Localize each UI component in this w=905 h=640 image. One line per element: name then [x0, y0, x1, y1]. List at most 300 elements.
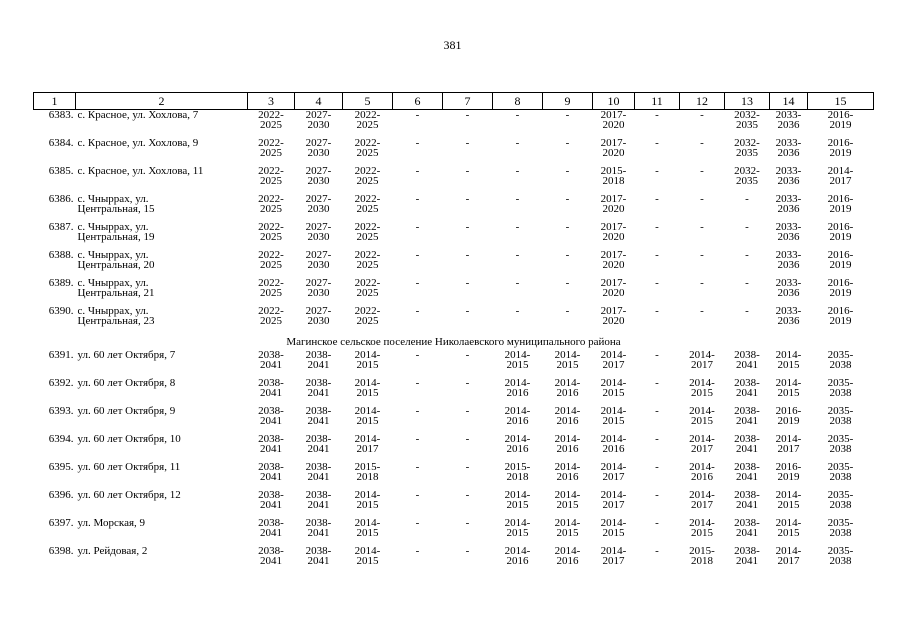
period-line: 2019	[829, 147, 852, 159]
period-line: -	[565, 221, 570, 233]
period-line: 2038-	[305, 517, 332, 529]
period-line: 2036	[777, 203, 800, 215]
period-line: 2022-	[258, 221, 284, 233]
period-line: 2016	[556, 471, 579, 483]
period-line: 2014-	[354, 433, 381, 445]
period-line: 2038-	[305, 377, 332, 389]
period-line: -	[515, 249, 520, 261]
period-cell	[493, 350, 543, 378]
period-line: 2027-	[305, 137, 332, 149]
period-cell	[635, 518, 680, 546]
column-header: 8	[493, 93, 543, 110]
period-cell	[443, 490, 493, 518]
period-line: 2015-	[354, 461, 381, 473]
period-cell	[295, 546, 343, 574]
address-line: Центральная, 20	[77, 259, 155, 271]
period-cell	[443, 518, 493, 546]
period-line: -	[515, 277, 520, 289]
column-header: 12	[680, 93, 725, 110]
address-cell	[76, 250, 248, 278]
period-cell	[593, 306, 635, 334]
period-line: 2015	[356, 527, 379, 539]
period-line: 2027-	[305, 249, 332, 261]
period-line: -	[465, 277, 470, 289]
period-line: 2022-	[354, 249, 381, 261]
period-cell	[443, 378, 493, 406]
period-line: 2041	[307, 415, 330, 427]
table-row	[34, 138, 874, 166]
period-line: 2041	[260, 527, 282, 539]
period-line: -	[745, 277, 749, 289]
period-line: 2015	[602, 527, 625, 539]
period-line: 2014-	[354, 405, 381, 417]
period-line: -	[415, 461, 420, 473]
period-line: 2025	[356, 147, 379, 159]
period-line: 2015	[556, 359, 579, 371]
table-row	[34, 278, 874, 306]
period-line: 2014-	[600, 545, 627, 557]
period-line: 2017-	[600, 277, 627, 289]
period-line: -	[515, 165, 520, 177]
row-number: 6385.	[48, 165, 74, 177]
period-cell	[393, 350, 443, 378]
period-line: 2038-	[305, 489, 332, 501]
period-line: 2022-	[258, 109, 284, 121]
period-cell	[808, 278, 874, 306]
column-header: 5	[343, 93, 393, 110]
period-line: 2014-	[600, 517, 627, 529]
period-line: 2041	[736, 527, 758, 539]
period-line: 2020	[602, 203, 625, 215]
period-line: 2036	[777, 147, 800, 159]
period-line: 2014-	[554, 461, 581, 473]
period-cell	[493, 490, 543, 518]
period-line: 2038	[829, 471, 852, 483]
period-cell	[543, 546, 593, 574]
period-line: -	[415, 277, 420, 289]
period-line: 2036	[777, 287, 800, 299]
period-line: 2030	[307, 287, 330, 299]
period-cell	[493, 306, 543, 334]
period-line: 2015	[777, 387, 800, 399]
period-line: 2025	[356, 119, 379, 131]
period-cell	[443, 278, 493, 306]
period-cell	[680, 462, 725, 490]
period-line: 2014-	[354, 349, 381, 361]
period-line: 2027-	[305, 165, 332, 177]
period-line: -	[655, 461, 659, 473]
period-cell	[593, 490, 635, 518]
period-line: 2030	[307, 147, 330, 159]
period-cell	[443, 222, 493, 250]
column-header: 15	[808, 93, 874, 110]
period-line: 2035	[736, 119, 758, 131]
period-line: 2038	[829, 499, 852, 511]
period-line: 2036	[777, 119, 800, 131]
row-number: 6383.	[48, 109, 74, 121]
period-line: 2014-	[689, 517, 715, 529]
period-cell	[543, 166, 593, 194]
column-header: 4	[295, 93, 343, 110]
period-line: 2038-	[258, 517, 284, 529]
period-line: 2014-	[354, 545, 381, 557]
period-line: -	[465, 489, 470, 501]
period-cell	[295, 194, 343, 222]
period-line: -	[515, 137, 520, 149]
period-cell	[543, 194, 593, 222]
address-cell	[76, 434, 248, 462]
period-line: 2017	[602, 499, 625, 511]
period-line: 2030	[307, 175, 330, 187]
period-line: -	[655, 277, 659, 289]
period-line: 2033-	[775, 165, 802, 177]
period-cell	[248, 490, 295, 518]
period-cell	[295, 490, 343, 518]
period-line: 2041	[307, 527, 330, 539]
period-line: -	[465, 461, 470, 473]
period-line: 2038-	[258, 461, 284, 473]
period-cell	[808, 406, 874, 434]
period-cell	[393, 462, 443, 490]
address-line: ул. 60 лет Октября, 11	[77, 461, 181, 473]
period-line: 2041	[736, 471, 758, 483]
period-line: 2025	[260, 259, 282, 271]
period-line: 2027-	[305, 193, 332, 205]
period-cell	[725, 546, 770, 574]
period-cell	[635, 378, 680, 406]
period-line: 2015	[691, 415, 713, 427]
period-line: 2041	[260, 499, 282, 511]
period-cell	[493, 250, 543, 278]
period-cell	[343, 462, 393, 490]
period-line: 2038	[829, 555, 852, 567]
period-cell	[770, 306, 808, 334]
period-line: 2038-	[305, 405, 332, 417]
period-line: 2035	[736, 147, 758, 159]
period-line: 2025	[260, 203, 282, 215]
period-line: 2036	[777, 175, 800, 187]
period-cell	[635, 222, 680, 250]
period-line: 2014-	[775, 433, 802, 445]
period-cell	[680, 490, 725, 518]
period-cell	[770, 490, 808, 518]
period-line: 2014-	[600, 433, 627, 445]
period-line: -	[700, 221, 704, 233]
period-line: 2025	[260, 287, 282, 299]
address-line: Центральная, 21	[77, 287, 155, 299]
period-cell	[493, 110, 543, 139]
period-line: 2015	[691, 387, 713, 399]
period-line: 2022-	[258, 249, 284, 261]
period-cell	[680, 378, 725, 406]
period-cell	[543, 278, 593, 306]
period-line: 2038	[829, 527, 852, 539]
address-cell	[76, 490, 248, 518]
period-line: 2025	[260, 119, 282, 131]
period-cell	[680, 166, 725, 194]
period-cell	[443, 138, 493, 166]
period-line: -	[465, 109, 470, 121]
period-cell	[343, 278, 393, 306]
period-cell	[808, 490, 874, 518]
period-line: -	[565, 109, 570, 121]
period-line: -	[655, 109, 659, 121]
period-line: -	[515, 305, 520, 317]
period-cell	[635, 138, 680, 166]
period-cell	[725, 138, 770, 166]
period-line: 2022-	[354, 277, 381, 289]
period-line: 2014-	[504, 545, 531, 557]
period-line: 2014-	[689, 489, 715, 501]
period-line: 2027-	[305, 277, 332, 289]
period-line: -	[465, 305, 470, 317]
period-cell	[443, 434, 493, 462]
address-line: с. Чныррах, ул.	[77, 249, 149, 261]
period-line: -	[655, 165, 659, 177]
period-cell	[493, 194, 543, 222]
period-cell	[543, 378, 593, 406]
period-line: 2022-	[354, 137, 381, 149]
period-line: -	[415, 545, 420, 557]
period-line: -	[745, 305, 749, 317]
period-cell	[393, 546, 443, 574]
period-line: 2016	[602, 443, 625, 455]
period-line: 2035-	[827, 517, 854, 529]
period-line: -	[745, 221, 749, 233]
period-line: 2014-	[554, 517, 581, 529]
address-cell	[76, 462, 248, 490]
period-cell	[393, 138, 443, 166]
section-title-row	[34, 334, 874, 350]
period-cell	[770, 138, 808, 166]
period-cell	[343, 546, 393, 574]
period-line: 2038-	[258, 545, 284, 557]
period-line: 2019	[829, 203, 852, 215]
period-line: -	[565, 137, 570, 149]
period-cell	[593, 406, 635, 434]
period-line: 2025	[260, 231, 282, 243]
period-cell	[635, 194, 680, 222]
period-cell	[770, 434, 808, 462]
period-cell	[295, 462, 343, 490]
table-row	[34, 222, 874, 250]
table-row	[34, 194, 874, 222]
period-line: 2022-	[354, 305, 381, 317]
period-cell	[770, 110, 808, 139]
period-cell	[543, 518, 593, 546]
address-line: Центральная, 23	[77, 315, 155, 327]
period-line: 2015	[691, 527, 713, 539]
period-line: -	[465, 193, 470, 205]
column-header: 7	[443, 93, 493, 110]
period-line: 2018	[602, 175, 625, 187]
period-cell	[808, 194, 874, 222]
period-line: -	[415, 221, 420, 233]
address-cell	[76, 278, 248, 306]
period-cell	[248, 378, 295, 406]
period-cell	[543, 250, 593, 278]
period-cell	[680, 110, 725, 139]
period-line: 2032-	[734, 109, 760, 121]
period-line: 2016-	[827, 137, 854, 149]
period-cell	[680, 518, 725, 546]
period-cell	[295, 350, 343, 378]
section-b-rows	[34, 350, 874, 574]
address-cell	[76, 378, 248, 406]
period-line: -	[655, 433, 659, 445]
period-line: 2020	[602, 287, 625, 299]
period-cell	[593, 434, 635, 462]
period-line: 2017	[356, 443, 379, 455]
period-line: -	[515, 221, 520, 233]
address-cell	[76, 518, 248, 546]
column-header: 1	[34, 93, 76, 110]
period-line: 2041	[260, 555, 282, 567]
period-cell	[680, 194, 725, 222]
period-line: 2016-	[827, 193, 854, 205]
period-cell	[635, 350, 680, 378]
period-line: 2016-	[827, 277, 854, 289]
period-line: -	[745, 193, 749, 205]
period-line: 2038-	[258, 405, 284, 417]
period-line: 2015	[556, 499, 579, 511]
period-line: 2017	[691, 359, 713, 371]
period-line: 2015	[602, 387, 625, 399]
period-line: 2035-	[827, 433, 854, 445]
period-line: 2016-	[827, 305, 854, 317]
period-cell	[680, 222, 725, 250]
period-cell	[593, 138, 635, 166]
period-line: 2017-	[600, 193, 627, 205]
period-cell	[635, 434, 680, 462]
address-line: ул. Рейдовая, 2	[77, 545, 148, 557]
period-cell	[248, 222, 295, 250]
period-line: 2035	[736, 175, 758, 187]
period-line: 2016-	[827, 249, 854, 261]
table-row	[34, 434, 874, 462]
period-line: 2041	[260, 443, 282, 455]
period-line: 2038-	[734, 461, 760, 473]
period-line: -	[465, 377, 470, 389]
period-line: 2035-	[827, 405, 854, 417]
period-line: 2033-	[775, 109, 802, 121]
period-line: 2036	[777, 315, 800, 327]
period-line: 2018	[356, 471, 379, 483]
period-line: 2038-	[258, 377, 284, 389]
period-cell	[593, 378, 635, 406]
period-line: 2016	[691, 471, 713, 483]
period-line: 2025	[356, 259, 379, 271]
address-line: ул. 60 лет Октября, 9	[77, 405, 176, 417]
row-number: 6384.	[48, 137, 74, 149]
period-cell	[808, 462, 874, 490]
period-cell	[593, 462, 635, 490]
address-cell	[76, 166, 248, 194]
address-cell	[76, 194, 248, 222]
period-cell	[680, 306, 725, 334]
period-line: 2025	[356, 203, 379, 215]
period-line: 2016	[506, 555, 529, 567]
table-row	[34, 490, 874, 518]
period-cell	[443, 546, 493, 574]
period-cell	[543, 490, 593, 518]
period-cell	[248, 250, 295, 278]
period-cell	[725, 518, 770, 546]
period-cell	[248, 462, 295, 490]
period-cell	[393, 378, 443, 406]
period-cell	[295, 166, 343, 194]
period-line: 2014-	[775, 349, 802, 361]
period-cell	[295, 434, 343, 462]
period-line: -	[465, 545, 470, 557]
period-cell	[725, 490, 770, 518]
register-table	[33, 92, 874, 574]
period-line: 2033-	[775, 277, 802, 289]
period-cell	[808, 546, 874, 574]
period-cell	[543, 406, 593, 434]
period-line: 2032-	[734, 165, 760, 177]
period-line: -	[700, 305, 704, 317]
period-line: -	[700, 109, 704, 121]
address-line: ул. 60 лет Октября, 8	[77, 377, 176, 389]
table-row	[34, 306, 874, 334]
column-header: 11	[635, 93, 680, 110]
address-line: с. Чныррах, ул.	[77, 221, 149, 233]
period-line: 2041	[260, 415, 282, 427]
period-line: 2041	[260, 471, 282, 483]
period-line: 2018	[506, 471, 529, 483]
period-cell	[680, 434, 725, 462]
period-cell	[725, 350, 770, 378]
period-line: -	[700, 277, 704, 289]
period-line: 2016	[506, 387, 529, 399]
period-cell	[725, 166, 770, 194]
period-line: 2014-	[689, 461, 715, 473]
address-cell	[76, 138, 248, 166]
period-cell	[393, 490, 443, 518]
period-cell	[343, 138, 393, 166]
period-cell	[295, 518, 343, 546]
address-line: с. Чныррах, ул.	[77, 277, 149, 289]
period-cell	[593, 222, 635, 250]
period-cell	[295, 378, 343, 406]
period-line: 2014-	[354, 377, 381, 389]
period-line: 2038-	[734, 377, 760, 389]
period-line: 2016	[556, 555, 579, 567]
period-line: -	[415, 193, 420, 205]
period-line: 2017-	[600, 221, 627, 233]
period-line: -	[465, 405, 470, 417]
period-line: -	[415, 249, 420, 261]
period-cell	[593, 250, 635, 278]
period-line: -	[415, 349, 420, 361]
period-line: -	[565, 305, 570, 317]
period-line: 2035-	[827, 461, 854, 473]
address-line: с. Красное, ул. Хохлова, 11	[77, 165, 204, 177]
period-cell	[343, 378, 393, 406]
row-number: 6398.	[48, 545, 74, 557]
header-row	[34, 93, 874, 110]
period-line: 2019	[829, 259, 852, 271]
period-line: 2038-	[305, 433, 332, 445]
period-line: 2015	[556, 527, 579, 539]
period-line: 2025	[260, 175, 282, 187]
period-line: 2038-	[305, 461, 332, 473]
period-cell	[343, 110, 393, 139]
period-line: 2014-	[554, 489, 581, 501]
period-line: 2014-	[354, 517, 381, 529]
column-header: 13	[725, 93, 770, 110]
